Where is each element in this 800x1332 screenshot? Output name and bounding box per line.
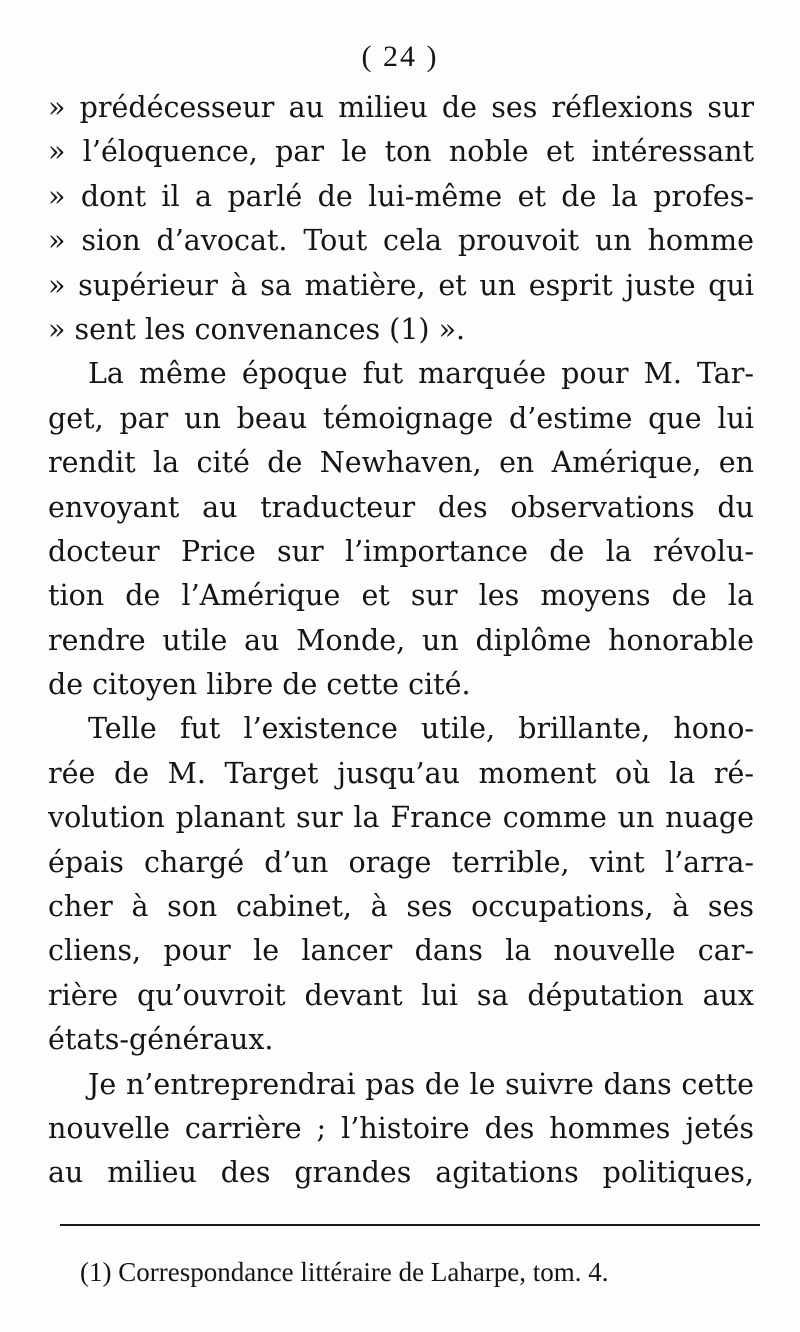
text-line: » supérieur à sa matière, et un esprit juste qui (48, 268, 754, 302)
text-line: » sion d’avocat. Tout cela prouvoit un homme (48, 224, 754, 258)
text-line: envoyant au traducteur des observations du (48, 490, 754, 524)
text-line: rendit la cité de Newhaven, en Amérique, en (48, 446, 754, 480)
text-line: » sent les convenances (1) ». (48, 312, 466, 346)
text-line: docteur Price sur l’importance de la révolu- (48, 534, 754, 568)
text-line: volution planant sur la France comme un nuage (48, 801, 754, 835)
text-line: cliens, pour le lancer dans la nouvelle car- (48, 934, 754, 968)
paragraph-first-line: Je n’entreprendrai pas de le suivre dans cette (88, 1067, 754, 1101)
text-line: rendre utile au Monde, un diplôme honorable (48, 623, 754, 657)
text-line: » prédécesseur au milieu de ses réflexions sur (48, 91, 754, 124)
text-line: » l’éloquence, par le ton noble et intéressant (48, 135, 754, 169)
paragraph-first-line: Telle fut l’existence utile, brillante, hono- (88, 712, 754, 746)
text-line: » dont il a parlé de lui-même et de la profes- (48, 179, 754, 213)
text-line: cher à son cabinet, à ses occupations, à ses (48, 890, 754, 924)
text-line: au milieu des grandes agitations politiques, (48, 1156, 754, 1190)
body-text (48, 86, 754, 1196)
text-line: tion de l’Amérique et sur les moyens de la (48, 579, 754, 613)
footnote: (1) Correspondance littéraire de Laharpe, tom. 4. (80, 1257, 609, 1287)
paragraph-first-line: La même époque fut marquée pour M. Tar- (88, 357, 754, 391)
text-line: get, par un beau témoignage d’estime que lui (48, 401, 754, 435)
text-line: de citoyen libre de cette cité. (48, 668, 471, 702)
text-line: nouvelle carrière ; l’histoire des hommes jetés (48, 1111, 754, 1145)
text-line: états-généraux. (48, 1023, 274, 1057)
footnote-rule (60, 1224, 760, 1226)
text-line: épais chargé d’un orage terrible, vint l’arra- (48, 845, 754, 879)
page-number: ( 24 ) (361, 40, 439, 73)
text-line: rée de M. Target jusqu’au moment où la ré- (48, 756, 754, 790)
text-line: rière qu’ouvroit devant lui sa députation aux (48, 978, 754, 1012)
